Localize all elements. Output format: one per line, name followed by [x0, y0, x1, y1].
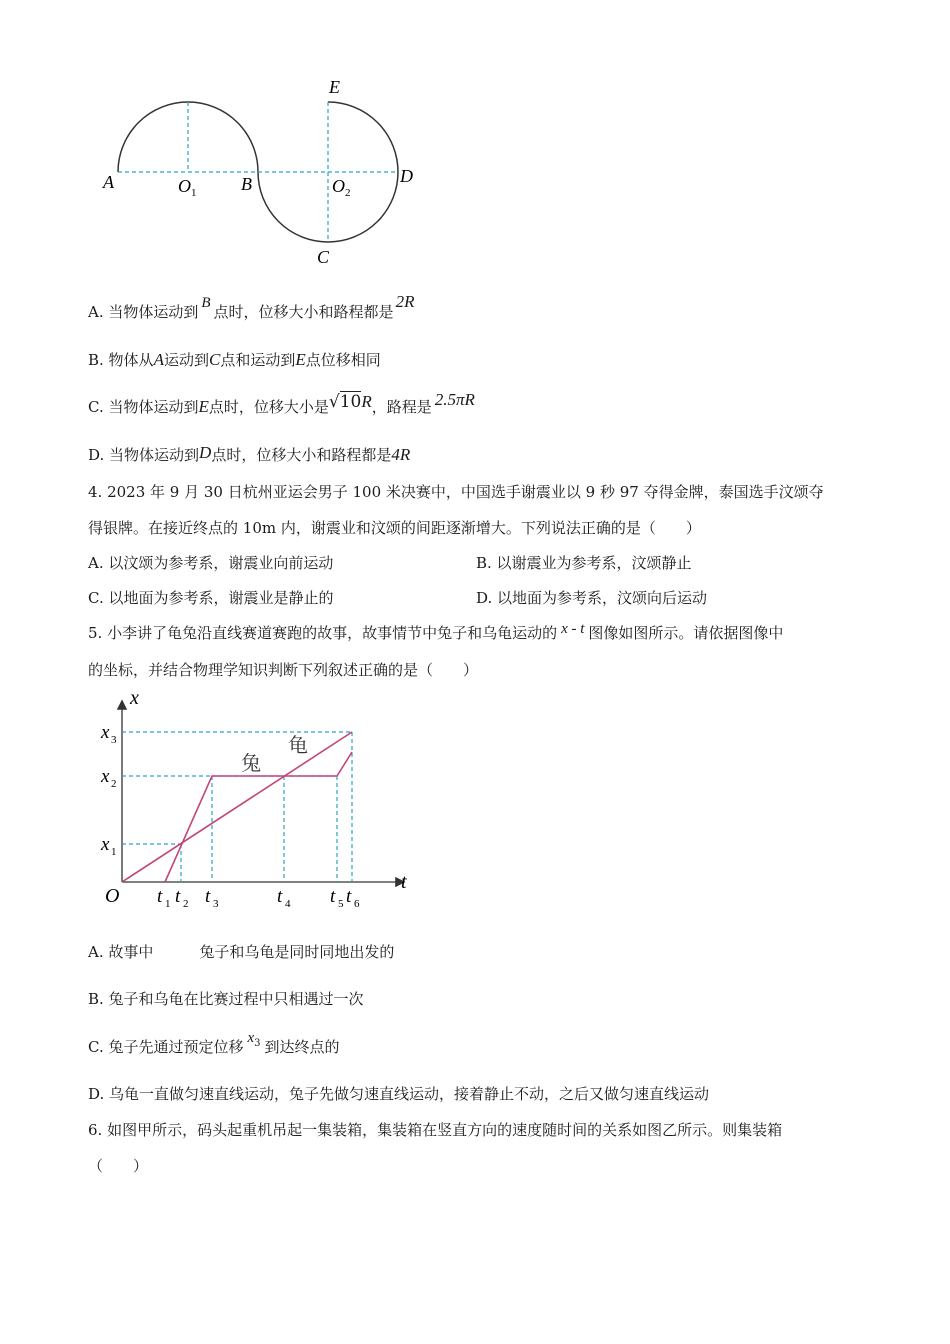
axis-label-t: t — [401, 871, 407, 893]
q3-option-C: C. 当物体运动到E点时，位移大小是√10R，路程是 2.5πR — [88, 390, 475, 416]
annotation-rabbit: 兔 — [241, 753, 261, 775]
q4-option-A: A. 以汶颂为参考系，谢震业向前运动 — [88, 554, 334, 572]
label-E: E — [329, 77, 340, 97]
tick-sub-t1: 1 — [165, 898, 171, 910]
label-O2-sub: 2 — [345, 187, 351, 199]
tick-sub-t3: 3 — [213, 898, 219, 910]
annotation-tortoise: 龟 — [288, 735, 308, 757]
q4-option-D: D. 以地面为参考系，汶颂向后运动 — [476, 589, 708, 607]
q4-stem-2: 得银牌。在接近终点的 10m 内，谢震业和汶颂的间距逐渐增大。下列说法正确的是（ ） — [88, 519, 701, 537]
label-O2: O — [332, 176, 345, 196]
label-A: A — [103, 172, 114, 192]
q5-option-D: D. 乌龟一直做匀速直线运动，兔子先做匀速直线运动，接着静止不动，之后又做匀速直线运动 — [88, 1085, 710, 1103]
tick-label-x1: x — [101, 834, 110, 855]
q3-option-B: B. 物体从A运动到C点和运动到E点位移相同 — [88, 350, 381, 369]
q5-option-B: B. 兔子和乌龟在比赛过程中只相遇过一次 — [88, 990, 364, 1008]
axis-label-x: x — [130, 688, 139, 709]
q5-stem-1: 5. 小李讲了龟兔沿直线赛道赛跑的故事，故事情节中兔子和乌龟运动的 x - t 图像如图所示。请依据图像中 — [88, 621, 784, 642]
label-C: C — [317, 247, 330, 267]
tick-label-t6: t — [346, 886, 352, 907]
tick-sub-x2: 2 — [111, 778, 117, 790]
tick-label-x3: x — [101, 722, 110, 743]
tick-label-t3: t — [205, 886, 211, 907]
tick-label-t2: t — [175, 886, 181, 907]
q5-option-A: A. 故事中 兔子和乌龟是同时同地出发的 — [88, 943, 395, 961]
tick-label-x2: x — [101, 766, 110, 787]
label-B: B — [241, 174, 252, 194]
tick-sub-t6: 6 — [354, 898, 360, 910]
q4-option-C: C. 以地面为参考系，谢震业是静止的 — [88, 589, 334, 607]
tick-sub-t5: 5 — [338, 898, 344, 910]
tick-label-t4: t — [277, 886, 283, 907]
q5-option-C: C. 兔子先通过预定位移 $x_3$ 到达终点的 — [88, 1030, 340, 1056]
q6-paren: （ ） — [88, 1157, 149, 1175]
tick-label-t5: t — [330, 886, 336, 907]
label-D: D — [400, 166, 413, 186]
q4-option-B: B. 以谢震业为参考系，汶颂静止 — [476, 554, 692, 572]
xt-graph — [95, 688, 425, 918]
series-line-tortoise — [122, 732, 352, 882]
origin-label: O — [105, 885, 120, 907]
semicircle-figure — [95, 70, 435, 270]
tick-sub-t4: 4 — [285, 898, 291, 910]
tick-sub-x3: 3 — [111, 734, 117, 746]
label-O1: O — [178, 176, 191, 196]
tick-sub-x1: 1 — [111, 846, 117, 858]
tick-sub-t2: 2 — [183, 898, 189, 910]
q5-stem-2: 的坐标，并结合物理学知识判断下列叙述正确的是（ ） — [88, 661, 479, 679]
label-O1-sub: 1 — [191, 187, 197, 199]
q3-option-D: D. 当物体运动到D点时，位移大小和路程都是4R — [88, 443, 411, 464]
tick-label-t1: t — [157, 886, 163, 907]
q4-stem-1: 4. 2023 年 9 月 30 日杭州亚运会男子 100 米决赛中，中国选手谢震业以 9 秒 97 夺得金牌，泰国选手汶颂夺 — [88, 483, 824, 501]
q3-option-A: A. 当物体运动到 B 点时，位移大小和路程都是2R — [88, 292, 415, 321]
q6-stem: 6. 如图甲所示，码头起重机吊起一集装箱，集装箱在竖直方向的速度随时间的关系如图乙所示。则集装箱 — [88, 1121, 783, 1139]
